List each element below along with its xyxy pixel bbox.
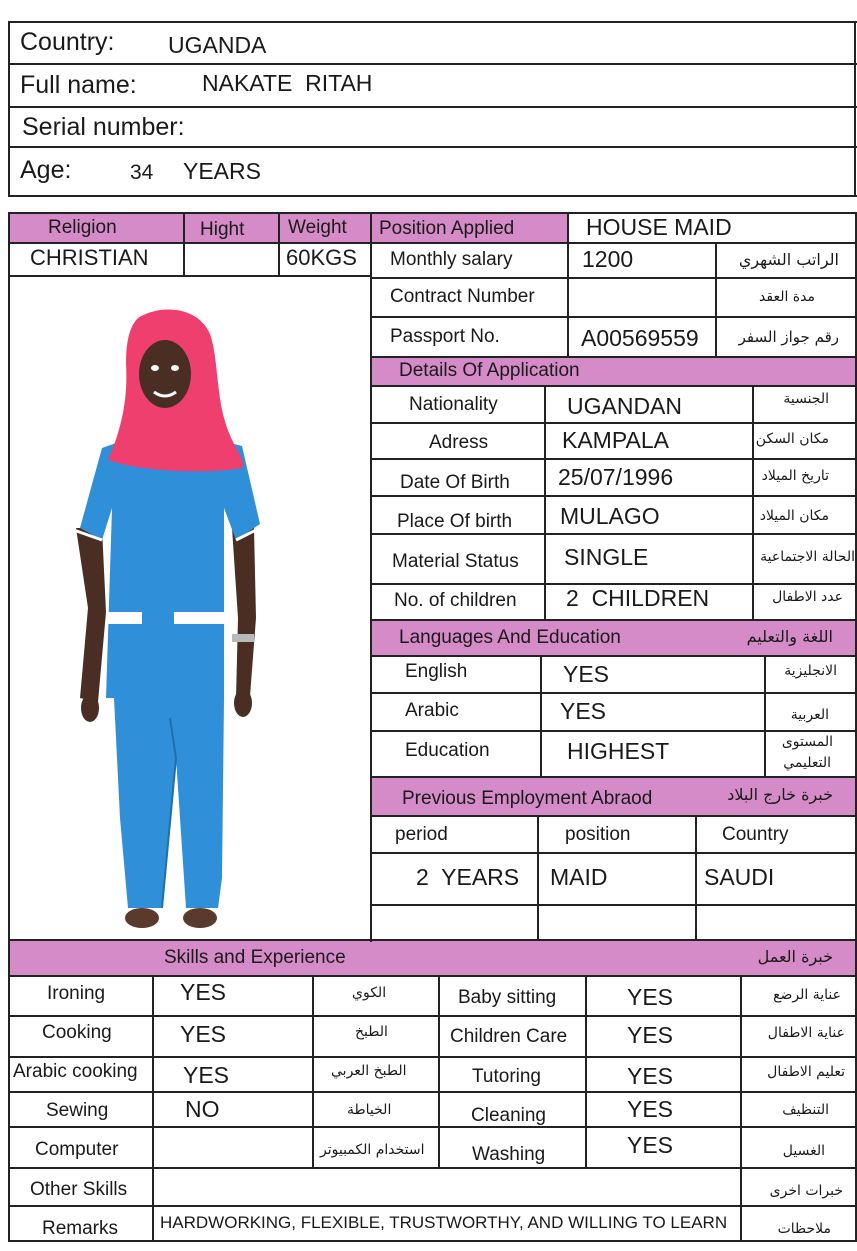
skill-washing-label: Washing: [472, 1144, 546, 1165]
dob-arabic: تاريخ الميلاد: [761, 468, 829, 484]
skill-tutoring-value: YES: [627, 1063, 674, 1089]
skill-cleaning-arabic: التنظيف: [782, 1102, 829, 1118]
languages-title-arabic: اللغة والتعليم: [746, 627, 833, 646]
marital-status-label: Material Status: [392, 551, 519, 572]
employment-title: Previous Employment Abraod: [402, 788, 653, 809]
languages-title: Languages And Education: [399, 627, 621, 648]
arabic-label: Arabic: [405, 700, 459, 721]
dob-label: Date Of Birth: [400, 472, 510, 493]
skill-ironing-label: Ironing: [47, 983, 106, 1004]
skill-cooking-arabic: الطبخ: [355, 1024, 388, 1040]
skill-tutoring-arabic: تعليم الاطفال: [767, 1064, 845, 1080]
skill-computer-label: Computer: [35, 1139, 119, 1160]
skill-computer-arabic: استخدام الكمبيوتر: [320, 1142, 425, 1158]
nationality-value: UGANDAN: [567, 393, 683, 419]
skill-ironing-value: YES: [180, 979, 227, 1005]
employment-title-arabic: خبرة خارج البلاد: [727, 785, 833, 804]
education-arabic-1: المستوى: [781, 734, 833, 750]
education-arabic-2: التعليمي: [783, 755, 831, 771]
weight-value: 60KGS: [286, 245, 357, 270]
serial-number-label: Serial number:: [22, 113, 185, 141]
marital-status-value: SINGLE: [564, 544, 649, 570]
nationality-label: Nationality: [409, 394, 498, 415]
skill-sewing-value: NO: [185, 1096, 220, 1122]
weight-label: Weight: [288, 217, 347, 238]
address-value: KAMPALA: [562, 427, 669, 453]
skill-babysitting-arabic: عناية الرضع: [773, 987, 841, 1003]
pob-arabic: مكان الميلاد: [759, 508, 829, 524]
address-label: Adress: [429, 432, 489, 453]
religion-value: CHRISTIAN: [30, 245, 149, 270]
address-arabic: مكان السكن: [755, 431, 829, 447]
skills-header-band: [8, 940, 856, 975]
skill-babysitting-label: Baby sitting: [458, 987, 557, 1008]
contract-number-label: Contract Number: [390, 286, 535, 307]
english-arabic: الانجليزية: [784, 663, 837, 679]
age-unit: YEARS: [183, 158, 261, 184]
skill-arabic-cooking-label: Arabic cooking: [13, 1061, 138, 1082]
employment-country: SAUDI: [704, 864, 775, 890]
skill-cleaning-value: YES: [627, 1096, 674, 1122]
col-period: period: [395, 824, 448, 845]
applicant-photo: [10, 278, 368, 938]
age-label: Age:: [20, 156, 72, 184]
arabic-value: YES: [560, 698, 607, 724]
passport-value: A00569559: [581, 325, 699, 351]
skill-babysitting-value: YES: [627, 984, 674, 1010]
contract-number-arabic: مدة العقد: [759, 289, 815, 305]
english-label: English: [405, 661, 468, 682]
skill-washing-value: YES: [627, 1132, 674, 1158]
details-title: Details Of Application: [399, 360, 580, 381]
pob-value: MULAGO: [560, 503, 660, 529]
remarks-value: HARDWORKING, FLEXIBLE, TRUSTWORTHY, AND WILLING TO LEARN: [160, 1213, 728, 1232]
remarks-label: Remarks: [42, 1218, 119, 1239]
skill-childrencare-value: YES: [627, 1022, 674, 1048]
english-value: YES: [563, 661, 610, 687]
skill-cleaning-label: Cleaning: [471, 1105, 546, 1126]
skill-sewing-label: Sewing: [46, 1100, 109, 1121]
skills-title: Skills and Experience: [164, 947, 346, 968]
skill-arabic-cooking-arabic: الطبخ العربي: [331, 1063, 407, 1079]
children-arabic: عدد الاطفال: [772, 589, 843, 605]
dob-value: 25/07/1996: [558, 464, 674, 490]
position-applied-value: HOUSE MAID: [586, 214, 732, 240]
pob-label: Place Of birth: [397, 511, 513, 532]
monthly-salary-label: Monthly salary: [390, 249, 513, 270]
skills-title-arabic: خبرة العمل: [757, 947, 833, 966]
position-applied-label: Position Applied: [379, 218, 515, 239]
skill-childrencare-label: Children Care: [450, 1026, 568, 1047]
monthly-salary-value: 1200: [582, 246, 634, 272]
full-name-label: Full name:: [20, 71, 137, 99]
col-country: Country: [722, 824, 789, 845]
skill-sewing-arabic: الخياطة: [347, 1102, 392, 1118]
arabic-arabic: العربية: [790, 707, 829, 723]
skill-washing-arabic: الغسيل: [782, 1143, 825, 1159]
skill-ironing-arabic: الكوي: [352, 985, 387, 1001]
children-value: 2 CHILDREN: [566, 585, 710, 611]
age-number: 34: [130, 161, 154, 184]
employment-position: MAID: [550, 864, 608, 890]
employment-period: 2 YEARS: [416, 864, 520, 890]
education-value: HIGHEST: [567, 738, 670, 764]
skill-tutoring-label: Tutoring: [472, 1066, 541, 1087]
skill-childrencare-arabic: عناية الاطفال: [767, 1025, 845, 1041]
passport-label: Passport No.: [390, 326, 500, 347]
other-skills-arabic: خبرات اخرى: [769, 1183, 843, 1199]
country-label: Country:: [20, 28, 115, 56]
other-skills-label: Other Skills: [30, 1179, 128, 1200]
skill-cooking-label: Cooking: [42, 1022, 112, 1043]
nationality-arabic: الجنسية: [783, 391, 829, 407]
education-label: Education: [405, 740, 490, 761]
passport-arabic: رقم جواز السفر: [738, 328, 839, 346]
col-position: position: [565, 824, 631, 845]
country-value: UGANDA: [168, 32, 267, 58]
monthly-salary-arabic: الراتب الشهري: [738, 250, 839, 269]
skill-cooking-value: YES: [180, 1021, 227, 1047]
children-label: No. of children: [394, 590, 517, 611]
height-label: Hight: [200, 219, 245, 240]
religion-label: Religion: [48, 217, 117, 238]
skill-arabic-cooking-value: YES: [183, 1062, 230, 1088]
full-name-value: NAKATE RITAH: [202, 70, 373, 96]
marital-status-arabic: الحالة الاجتماعية: [760, 549, 855, 565]
remarks-arabic: ملاحظات: [777, 1221, 831, 1237]
